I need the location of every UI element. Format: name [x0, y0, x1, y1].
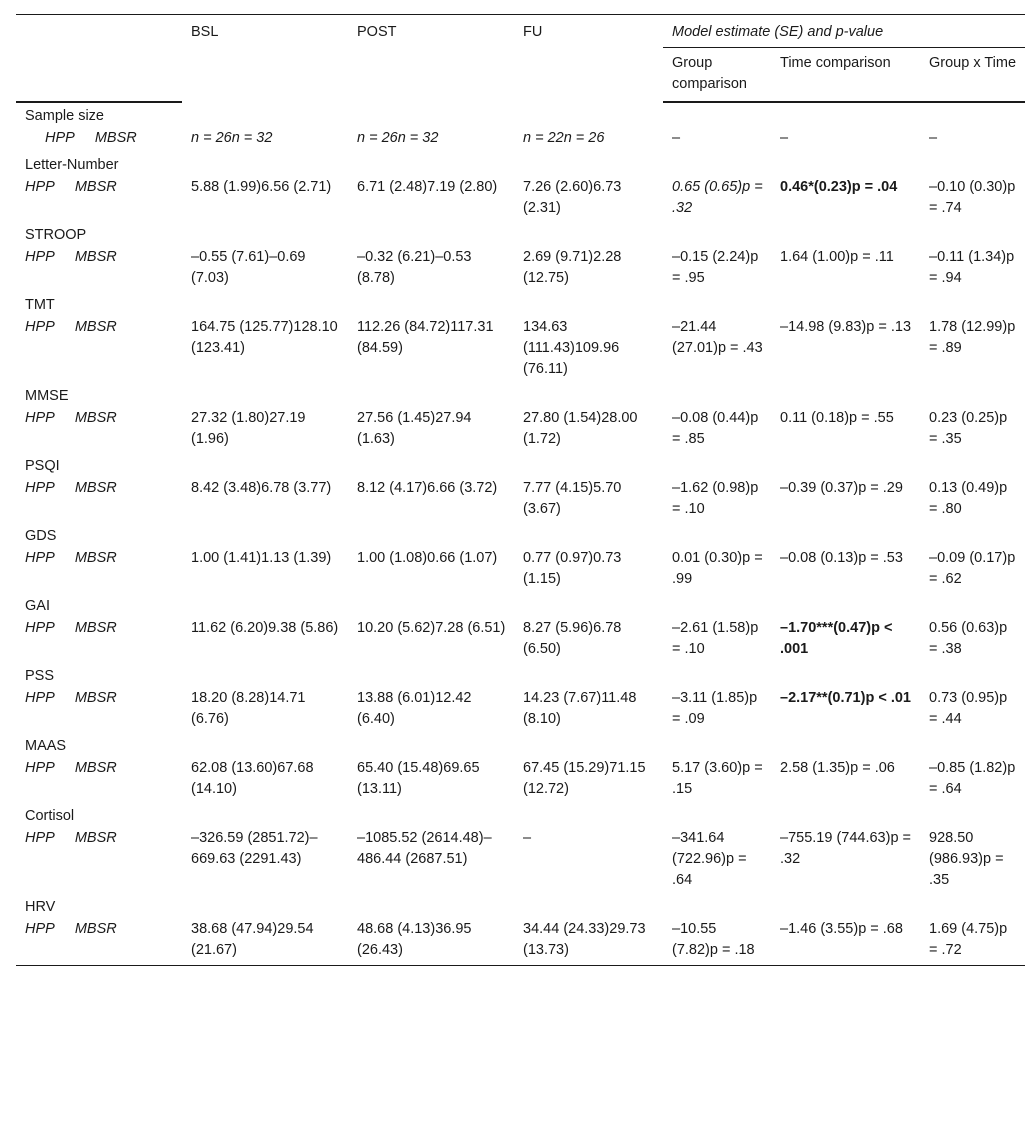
cell-time-comparison: 0.11 (0.18)p = .55 — [780, 410, 894, 426]
cell-bsl: 164.75 (125.77)128.10 (123.41) — [191, 319, 338, 356]
cell-group-x-time: – — [929, 130, 938, 146]
cell-group-x-time: 0.73 (0.95)p = .44 — [929, 690, 1008, 727]
cell-post: 8.12 (4.17)6.66 (3.72) — [357, 480, 498, 496]
cell-group-comparison: –0.15 (2.24)p = .95 — [672, 249, 759, 286]
group-labels — [16, 316, 182, 383]
group-labels — [16, 827, 182, 894]
variable-name: Letter-Number — [25, 157, 119, 173]
cell-post: 112.26 (84.72)117.31 (84.59) — [357, 319, 494, 356]
cell-group-x-time: 928.50 (986.93)p = .35 — [929, 830, 1004, 888]
group-labels — [16, 757, 182, 803]
group-hpp: HPP — [45, 130, 75, 146]
cell-bsl: 18.20 (8.28)14.71 (6.76) — [191, 690, 306, 727]
variable-row — [16, 894, 1025, 918]
group-hpp: HPP — [25, 410, 55, 426]
header-row-1 — [16, 15, 1025, 48]
group-labels — [16, 176, 182, 222]
group-mbsr: MBSR — [94, 130, 137, 146]
variable-name: STROOP — [25, 227, 87, 243]
cell-post: 1.00 (1.08)0.66 (1.07) — [357, 550, 498, 566]
group-hpp: HPP — [25, 480, 55, 496]
cell-time-comparison: –2.17**(0.71)p < .01 — [780, 690, 911, 706]
data-row — [16, 617, 1025, 663]
cell-post: 10.20 (5.62)7.28 (6.51) — [357, 620, 506, 636]
cell-group-comparison: –10.55 (7.82)p = .18 — [663, 918, 771, 966]
cell-time-comparison: –0.39 (0.37)p = .29 — [780, 480, 903, 496]
cell-group-comparison: –21.44 (27.01)p = .43 — [672, 319, 763, 356]
group-labels — [16, 127, 182, 152]
cell-time-comparison: –0.08 (0.13)p = .53 — [780, 550, 903, 566]
cell-bsl: 11.62 (6.20)9.38 (5.86) — [191, 620, 339, 636]
header-group-x-time: Group x Time — [920, 48, 1025, 103]
group-labels — [16, 687, 182, 733]
cell-fu: 0.77 (0.97)0.73 (1.15) — [523, 550, 622, 587]
group-hpp: HPP — [25, 620, 55, 636]
variable-row — [16, 803, 1025, 827]
group-hpp: HPP — [25, 179, 55, 195]
cell-post: n = 26n = 32 — [357, 130, 439, 146]
group-mbsr: MBSR — [74, 830, 117, 846]
cell-fu: 7.26 (2.60)6.73 (2.31) — [523, 179, 622, 216]
cell-time-comparison: 2.58 (1.35)p = .06 — [780, 760, 895, 776]
data-row — [16, 407, 1025, 453]
cell-fu: n = 22n = 26 — [523, 130, 605, 146]
data-row — [16, 316, 1025, 383]
cell-group-x-time: –0.11 (1.34)p = .94 — [929, 249, 1015, 286]
variable-name: MAAS — [25, 738, 67, 754]
cell-group-comparison: –2.61 (1.58)p = .10 — [672, 620, 759, 657]
cell-group-comparison: –1.62 (0.98)p = .10 — [672, 480, 759, 517]
cell-bsl: 27.32 (1.80)27.19 (1.96) — [191, 410, 306, 447]
cell-fu: 67.45 (15.29)71.15 (12.72) — [523, 760, 646, 797]
header-model-estimate: Model estimate (SE) and p-value — [663, 15, 1025, 48]
cell-fu: 27.80 (1.54)28.00 (1.72) — [523, 410, 638, 447]
group-mbsr: MBSR — [74, 550, 117, 566]
cell-bsl: –326.59 (2851.72)–669.63 (2291.43) — [191, 830, 318, 867]
variable-name: GDS — [25, 528, 57, 544]
cell-bsl: 5.88 (1.99)6.56 (2.71) — [191, 179, 332, 195]
variable-name: MMSE — [25, 388, 69, 404]
data-row — [16, 918, 1025, 966]
cell-fu: – — [523, 830, 532, 846]
cell-bsl: 8.42 (3.48)6.78 (3.77) — [191, 480, 332, 496]
variable-name: HRV — [25, 899, 56, 915]
data-row — [16, 827, 1025, 894]
group-mbsr: MBSR — [74, 410, 117, 426]
group-hpp: HPP — [25, 830, 55, 846]
cell-fu: 2.69 (9.71)2.28 (12.75) — [523, 249, 622, 286]
group-mbsr: MBSR — [74, 480, 117, 496]
cell-group-x-time: 0.13 (0.49)p = .80 — [929, 480, 1008, 517]
group-hpp: HPP — [25, 760, 55, 776]
cell-post: 65.40 (15.48)69.65 (13.11) — [357, 760, 480, 797]
group-labels — [16, 477, 182, 523]
variable-row — [16, 453, 1025, 477]
header-post: POST — [348, 15, 514, 103]
header-empty-cell — [16, 48, 182, 103]
group-mbsr: MBSR — [74, 249, 117, 265]
variable-row — [16, 593, 1025, 617]
group-hpp: HPP — [25, 550, 55, 566]
group-mbsr: MBSR — [74, 690, 117, 706]
group-labels — [16, 918, 182, 966]
header-bsl: BSL — [182, 15, 348, 103]
group-mbsr: MBSR — [74, 319, 117, 335]
cell-bsl: n = 26n = 32 — [191, 130, 273, 146]
cell-time-comparison: –1.46 (3.55)p = .68 — [771, 918, 920, 966]
cell-group-comparison: –3.11 (1.85)p = .09 — [672, 690, 758, 727]
data-row — [16, 246, 1025, 292]
header-group-comparison: Group comparison — [663, 48, 771, 103]
variable-row — [16, 102, 1025, 127]
cell-group-x-time: –0.10 (0.30)p = .74 — [929, 179, 1016, 216]
group-hpp: HPP — [25, 690, 55, 706]
group-mbsr: MBSR — [74, 179, 117, 195]
variable-row — [16, 523, 1025, 547]
variable-name: PSS — [25, 668, 55, 684]
variable-row — [16, 733, 1025, 757]
variable-name: TMT — [25, 297, 55, 313]
cell-time-comparison: – — [780, 130, 789, 146]
cell-post: 48.68 (4.13)36.95 (26.43) — [348, 918, 514, 966]
group-labels — [16, 617, 182, 663]
group-labels — [16, 407, 182, 453]
cell-post: 13.88 (6.01)12.42 (6.40) — [357, 690, 472, 727]
variable-row — [16, 663, 1025, 687]
cell-fu: 34.44 (24.33)29.73 (13.73) — [514, 918, 663, 966]
variable-row — [16, 292, 1025, 316]
cell-group-comparison: – — [672, 130, 681, 146]
variable-name: Cortisol — [25, 808, 75, 824]
cell-time-comparison: –1.70***(0.47)p < .001 — [780, 620, 893, 657]
data-row — [16, 127, 1025, 152]
cell-bsl: –0.55 (7.61)–0.69 (7.03) — [191, 249, 306, 286]
cell-bsl: 38.68 (47.94)29.54 (21.67) — [182, 918, 348, 966]
cell-post: 6.71 (2.48)7.19 (2.80) — [357, 179, 498, 195]
group-mbsr: MBSR — [74, 760, 117, 776]
variable-row — [16, 222, 1025, 246]
cell-time-comparison: 1.64 (1.00)p = .11 — [780, 249, 894, 265]
group-hpp: HPP — [25, 921, 55, 937]
header-fu: FU — [514, 15, 663, 103]
cell-fu: 14.23 (7.67)11.48 (8.10) — [523, 690, 637, 727]
cell-bsl: 1.00 (1.41)1.13 (1.39) — [191, 550, 332, 566]
cell-fu: 134.63 (111.43)109.96 (76.11) — [523, 319, 620, 377]
variable-name: GAI — [25, 598, 50, 614]
cell-time-comparison: 0.46*(0.23)p = .04 — [780, 179, 898, 195]
group-mbsr: MBSR — [74, 620, 117, 636]
variable-row — [16, 383, 1025, 407]
cell-group-x-time: –0.85 (1.82)p = .64 — [929, 760, 1016, 797]
group-labels — [16, 246, 182, 292]
header-time-comparison: Time comparison — [771, 48, 920, 103]
cell-post: –1085.52 (2614.48)–486.44 (2687.51) — [357, 830, 492, 867]
group-hpp: HPP — [25, 249, 55, 265]
cell-group-x-time: 0.56 (0.63)p = .38 — [929, 620, 1008, 657]
cell-group-comparison: 0.65 (0.65)p = .32 — [672, 179, 763, 216]
cell-group-x-time: 1.69 (4.75)p = .72 — [920, 918, 1025, 966]
cell-time-comparison: –14.98 (9.83)p = .13 — [780, 319, 912, 335]
data-row — [16, 757, 1025, 803]
variable-name: PSQI — [25, 458, 60, 474]
variable-row — [16, 152, 1025, 176]
data-row — [16, 547, 1025, 593]
cell-time-comparison: –755.19 (744.63)p = .32 — [780, 830, 912, 867]
data-row — [16, 687, 1025, 733]
data-row — [16, 477, 1025, 523]
results-table — [16, 14, 1025, 966]
group-labels — [16, 547, 182, 593]
group-hpp: HPP — [25, 319, 55, 335]
cell-fu: 8.27 (5.96)6.78 (6.50) — [523, 620, 622, 657]
cell-group-x-time: 0.23 (0.25)p = .35 — [929, 410, 1008, 447]
cell-group-comparison: –0.08 (0.44)p = .85 — [672, 410, 759, 447]
cell-group-comparison: 0.01 (0.30)p = .99 — [672, 550, 763, 587]
cell-fu: 7.77 (4.15)5.70 (3.67) — [523, 480, 622, 517]
variable-name: Sample size — [25, 108, 104, 124]
cell-post: 27.56 (1.45)27.94 (1.63) — [357, 410, 472, 447]
header-empty-cell — [16, 15, 182, 48]
cell-group-comparison: 5.17 (3.60)p = .15 — [672, 760, 763, 797]
cell-bsl: 62.08 (13.60)67.68 (14.10) — [191, 760, 314, 797]
cell-group-x-time: –0.09 (0.17)p = .62 — [929, 550, 1016, 587]
group-mbsr: MBSR — [74, 921, 117, 937]
cell-group-comparison: –341.64 (722.96)p = .64 — [672, 830, 747, 888]
cell-post: –0.32 (6.21)–0.53 (8.78) — [357, 249, 472, 286]
cell-group-x-time: 1.78 (12.99)p = .89 — [929, 319, 1016, 356]
data-row — [16, 176, 1025, 222]
